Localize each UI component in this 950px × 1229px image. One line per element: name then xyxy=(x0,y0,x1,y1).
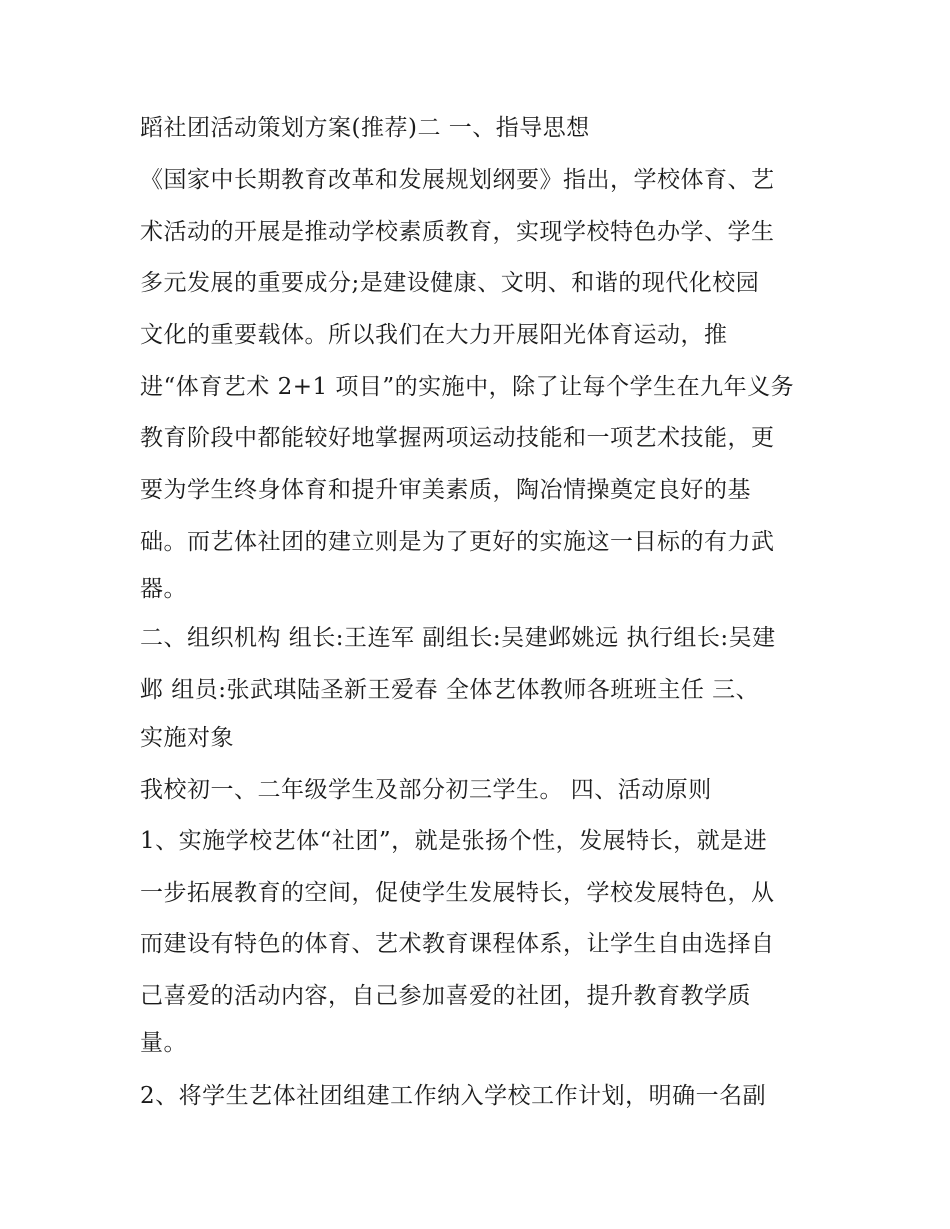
text-line: 邺 组员:张武琪陆圣新王爱春 全体艺体教师各班班主任 三、 xyxy=(140,677,760,703)
text-line: 础。而艺体社团的建立则是为了更好的实施这一目标的有力武 xyxy=(140,529,775,555)
text-line: 要为学生终身体育和提升审美素质，陶冶情操奠定良好的基 xyxy=(140,477,751,503)
text-line: 实施对象 xyxy=(140,725,234,751)
text-line: 己喜爱的活动内容，自己参加喜爱的社团，提升教育教学质 xyxy=(140,983,751,1009)
text-line: 我校初一、二年级学生及部分初三学生。 四、活动原则 xyxy=(140,777,712,803)
text-line: 术活动的开展是推动学校素质教育，实现学校特色办学、学生 xyxy=(140,219,775,245)
text-line: 进“体育艺术 2+1 项目”的实施中，除了让每个学生在九年义务 xyxy=(140,374,795,400)
text-line: 量。 xyxy=(140,1030,187,1056)
text-line: 二、组织机构 组长:王连军 副组长:吴建邺姚远 执行组长:吴建 xyxy=(140,625,776,651)
text-line: 器。 xyxy=(140,576,187,602)
text-line: 1、实施学校艺体“社团”，就是张扬个性，发展特长，就是进 xyxy=(140,828,768,854)
text-line: 2、将学生艺体社团组建工作纳入学校工作计划，明确一名副 xyxy=(140,1083,767,1109)
text-line: 蹈社团活动策划方案(推荐)二 一、指导思想 xyxy=(140,115,590,141)
text-line: 一步拓展教育的空间，促使学生发展特长，学校发展特色，从 xyxy=(140,880,775,906)
text-line: 而建设有特色的体育、艺术教育课程体系，让学生自由选择自 xyxy=(140,931,775,957)
text-line: 《国家中长期教育改革和发展规划纲要》指出，学校体育、艺 xyxy=(140,167,775,193)
text-line: 教育阶段中都能较好地掌握两项运动技能和一项艺术技能，更 xyxy=(140,425,775,451)
text-line: 文化的重要载体。所以我们在大力开展阳光体育运动，推 xyxy=(140,322,728,348)
text-line: 多元发展的重要成分;是建设健康、文明、和谐的现代化校园 xyxy=(140,270,760,296)
